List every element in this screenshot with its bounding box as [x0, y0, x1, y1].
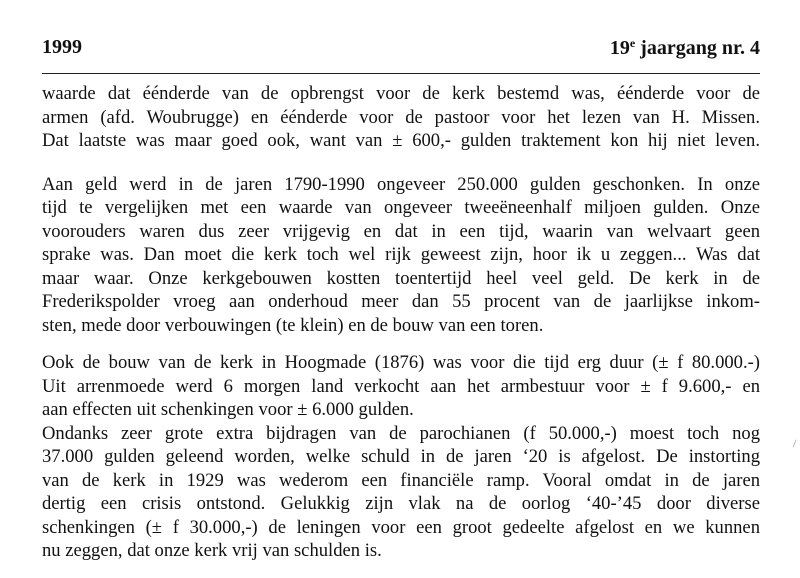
text-line: nu zeggen, dat onze kerk vrij van schulden is.: [42, 540, 382, 561]
paragraph-3: [42, 351, 760, 422]
text-line: sten, mede door verbouwingen (te klein) en de bouw van een toren.: [42, 314, 544, 336]
text-line: voorouders waren dus zeer vrijgevig en dat in een tijd, waarin van welvaart geen: [42, 220, 760, 242]
paragraph-2: [42, 173, 760, 338]
text-line: 37.000 gulden geleend worden, welke schuld in de jaren ‘20 is afgelost. De instorting: [42, 446, 760, 467]
text-line: aan effecten uit schenkingen voor ± 6.000 gulden.: [42, 399, 414, 420]
text-line: dertig een crisis ontstond. Gelukkig zijn vlak na de oorlog ‘40-’45 door diverse: [42, 493, 760, 514]
scan-speck: [793, 440, 799, 449]
text-line: Ondanks zeer grote extra bijdragen van de parochianen (f 50.000,-) moest toch nog: [42, 422, 760, 444]
text-line: van de kerk in 1929 was wederom een financiële ramp. Vooral omdat in de jaren: [42, 469, 760, 491]
text-line: schenkingen (± f 30.000,-) de leningen voor een groot gedeelte afgelost en we kunnen: [42, 516, 760, 538]
issue-label: jaargang nr. 4: [635, 37, 760, 59]
article-body: [42, 82, 760, 563]
page-header: [42, 34, 760, 62]
text-line: Dat laatste was maar goed ook, want van ± 600,- gulden traktement kon hij niet leven.: [42, 130, 760, 151]
header-issue: [610, 36, 760, 60]
text-line: Ook de bouw van de kerk in Hoogmade (1876) was voor die tijd erg duur (± f 80.000.-): [42, 352, 760, 373]
text-line: sprake was. Dan moet die kerk toch wel rijk geweest zijn, hoor ik u zeggen... Was dat: [42, 244, 760, 265]
paragraph-1: [42, 82, 760, 153]
paragraph-4: [42, 422, 760, 563]
header-year: 1999: [42, 36, 82, 58]
text-line: Aan geld werd in de jaren 1790-1990 ongeveer 250.000 gulden geschonken. In onze: [42, 173, 760, 195]
header-divider: [42, 73, 760, 74]
text-line: waarde dat éénderde van de opbrengst voor de kerk bestemd was, éénderde voor de: [42, 83, 760, 104]
text-line: tijd te vergelijken met een waarde van ongeveer tweeëneenhalf miljoen gulden. Onze: [42, 197, 760, 218]
issue-number: 19: [609, 37, 630, 59]
paragraph-spacer: [42, 153, 760, 173]
paragraph-spacer: [42, 337, 760, 351]
text-line: maar waar. Onze kerkgebouwen kostten toentertijd heel veel geld. De kerk in de: [42, 267, 760, 289]
text-line: Frederikspolder vroeg aan onderhoud meer dan 55 procent van de jaarlijkse inkom-: [42, 291, 760, 312]
issue-ordinal-suffix: e: [629, 36, 636, 50]
text-line: armen (afd. Woubrugge) en éénderde voor de pastoor voor het lezen van H. Missen.: [42, 106, 760, 128]
text-line: Uit arrenmoede werd 6 morgen land verkocht aan het armbestuur voor ± f 9.600,- en: [42, 375, 760, 397]
